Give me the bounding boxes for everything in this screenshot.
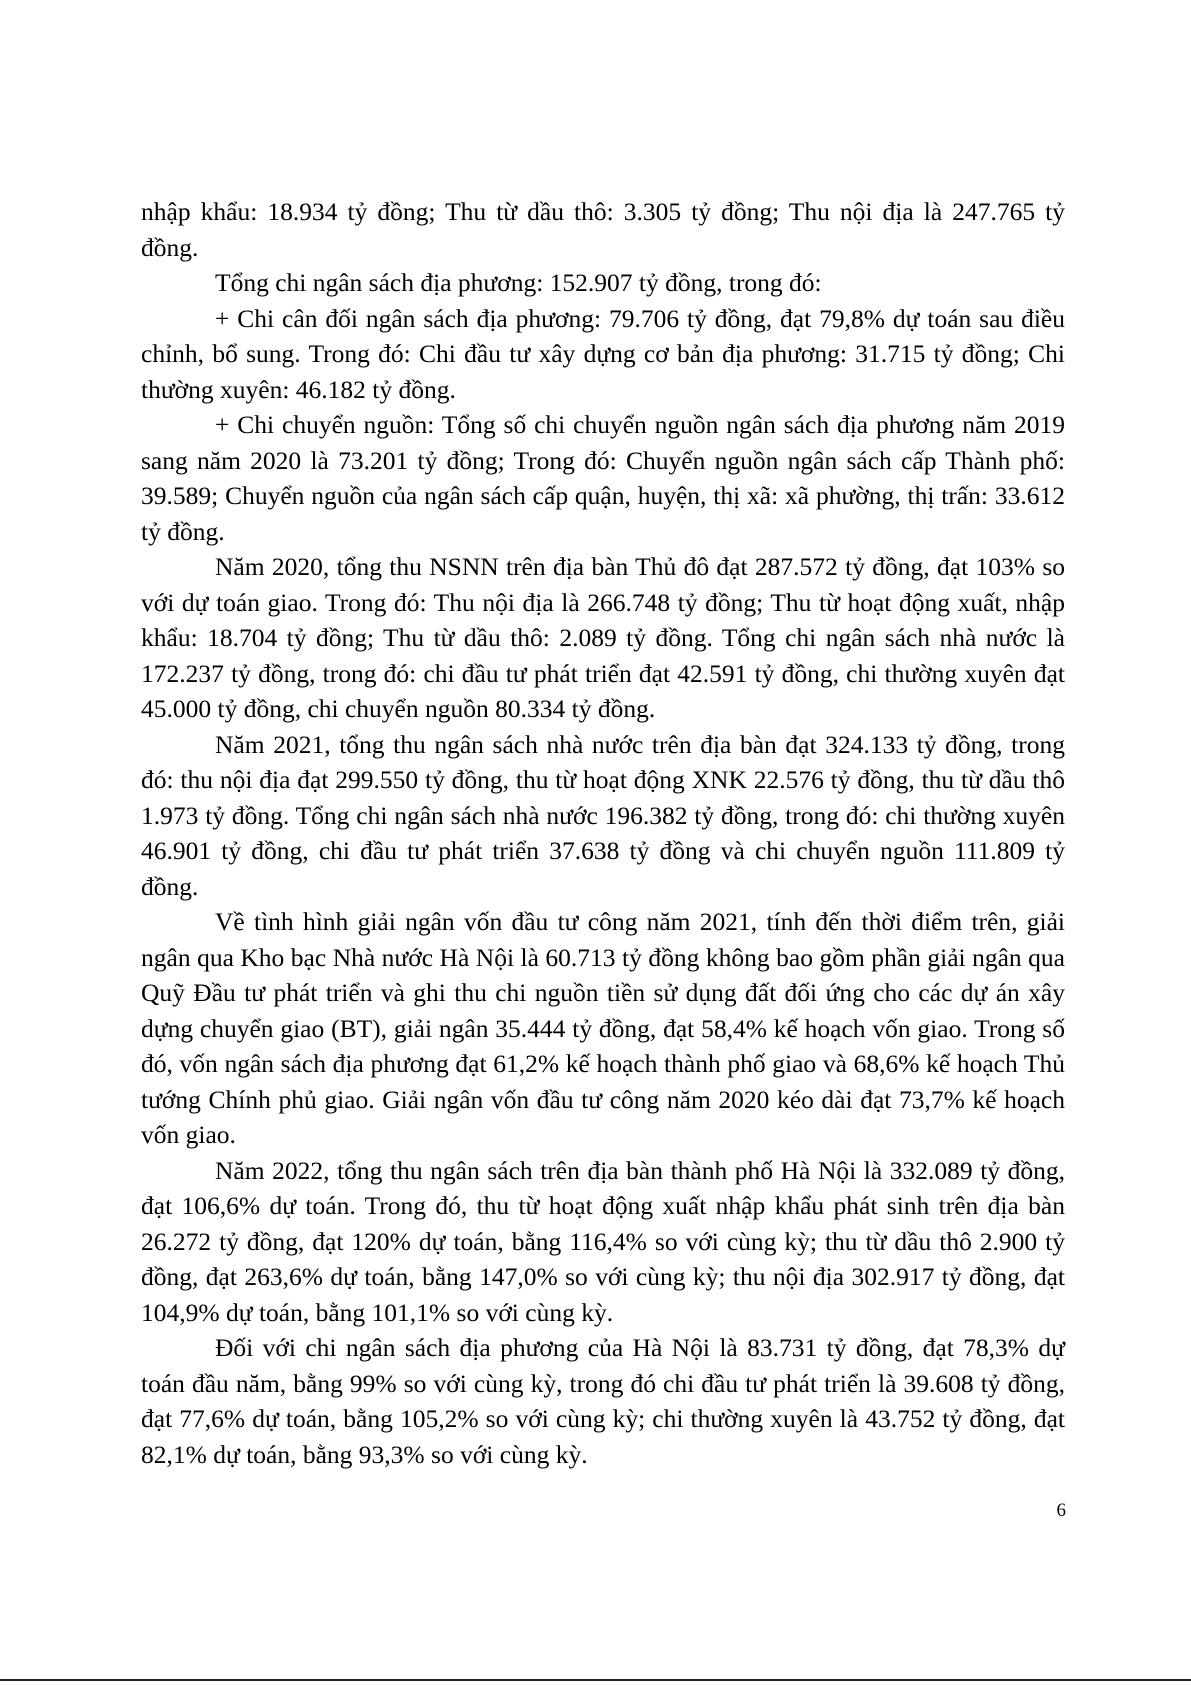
paragraph-public-investment-disbursement: Về tình hình giải ngân vốn đầu tư công năm 2021, tính đến thời điểm trên, giải ngân qua Kho bạc Nhà nước Hà Nội là 60.713 tỷ đồng không bao gồm phần giải ngân qua Quỹ Đầu tư phát triển và ghi thu chi nguồn tiền sử dụng đất đối ứng cho các dự án xây dựng chuyển giao (BT), giải ngân 35.444 tỷ đồng, đạt 58,4% kế hoạch vốn giao. Trong số đó, vốn ngân sách địa phương đạt 61,2% kế hoạch thành phố giao và 68,6% kế hoạch Thủ tướng Chính phủ giao. Giải ngân vốn đầu tư công năm 2020 kéo dài đạt 73,7% kế hoạch vốn giao.	[141, 907, 1065, 1149]
paragraph-local-spending-total: Tổng chi ngân sách địa phương: 152.907 tỷ đồng, trong đó:	[215, 268, 822, 297]
paragraph-continued-revenue: nhập khẩu: 18.934 tỷ đồng; Thu từ dầu thô: 3.305 tỷ đồng; Thu nội địa là 247.765 tỷ đồng.	[141, 197, 1065, 262]
page-number: 6	[1056, 1500, 1066, 1521]
paragraph-year-2021: Năm 2021, tổng thu ngân sách nhà nước trên địa bàn đạt 324.133 tỷ đồng, trong đó: thu nội địa đạt 299.550 tỷ đồng, thu từ hoạt động XNK 22.576 tỷ đồng, thu từ dầu thô 1.973 tỷ đồng. Tổng chi ngân sách nhà nước 196.382 tỷ đồng, trong đó: chi thường xuyên 46.901 tỷ đồng, chi đầu tư phát triển 37.638 tỷ đồng và chi chuyển nguồn 111.809 tỷ đồng.	[141, 729, 1065, 901]
paragraph-year-2022-spending: Đối với chi ngân sách địa phương của Hà Nội là 83.731 tỷ đồng, đạt 78,3% dự toán đầu năm, bằng 99% so với cùng kỳ, trong đó chi đầu tư phát triển là 39.608 tỷ đồng, đạt 77,6% dự toán, bằng 105,2% so với cùng kỳ; chi thường xuyên là 43.752 tỷ đồng, đạt 82,1% dự toán, bằng 93,3% so với cùng kỳ.	[141, 1333, 1065, 1469]
paragraph-year-2020: Năm 2020, tổng thu NSNN trên địa bàn Thủ đô đạt 287.572 tỷ đồng, đạt 103% so với dự toán giao. Trong đó: Thu nội địa là 266.748 tỷ đồng; Thu từ hoạt động xuất, nhập khẩu: 18.704 tỷ đồng; Thu từ dầu thô: 2.089 tỷ đồng. Tổng chi ngân sách nhà nước là 172.237 tỷ đồng, trong đó: chi đầu tư phát triển đạt 42.591 tỷ đồng, chi thường xuyên đạt 45.000 tỷ đồng, chi chuyển nguồn 80.334 tỷ đồng.	[141, 552, 1065, 723]
scan-edge-divider	[0, 1679, 1191, 1681]
paragraph-balanced-spending: + Chi cân đối ngân sách địa phương: 79.706 tỷ đồng, đạt 79,8% dự toán sau điều chỉnh, bổ sung. Trong đó: Chi đầu tư xây dựng cơ bản địa phương: 31.715 tỷ đồng; Chi thường xuyên: 46.182 tỷ đồng.	[141, 303, 1065, 404]
paragraph-carryover-spending: + Chi chuyển nguồn: Tổng số chi chuyển nguồn ngân sách địa phương năm 2019 sang năm 2020 là 73.201 tỷ đồng; Trong đó: Chuyển nguồn ngân sách cấp Thành phố: 39.589; Chuyển nguồn của ngân sách cấp quận, huyện, thị xã: xã phường, thị trấn: 33.612 tỷ đồng.	[141, 410, 1065, 546]
body-text	[141, 194, 1065, 1472]
paragraph-year-2022-revenue: Năm 2022, tổng thu ngân sách trên địa bàn thành phố Hà Nội là 332.089 tỷ đồng, đạt 106,6% dự toán. Trong đó, thu từ hoạt động xuất nhập khẩu phát sinh trên địa bàn 26.272 tỷ đồng, đạt 120% dự toán, bằng 116,4% so với cùng kỳ; thu từ dầu thô 2.900 tỷ đồng, đạt 263,6% dự toán, bằng 147,0% so với cùng kỳ; thu nội địa 302.917 tỷ đồng, đạt 104,9% dự toán, bằng 101,1% so với cùng kỳ.	[141, 1155, 1065, 1327]
